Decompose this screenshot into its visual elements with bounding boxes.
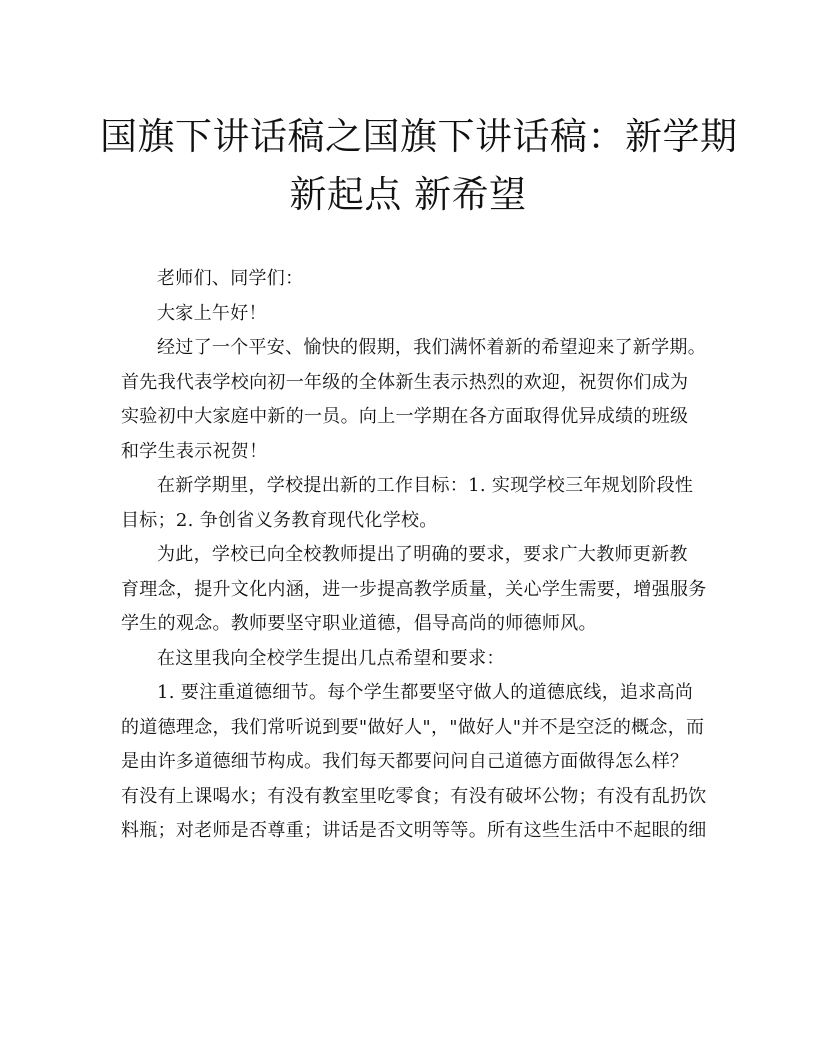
title-line: 新起点 新希望 — [289, 173, 527, 216]
paragraph-request — [121, 642, 699, 677]
title-line: 国旗下讲话稿之国旗下讲话稿：新学期 — [100, 115, 738, 158]
text-line: 老师们、同学们： — [157, 268, 304, 289]
document-title — [100, 108, 738, 224]
text-line: 为此，学校已向全校教师提出了明确的要求，要求广大教师更新教 — [157, 544, 688, 565]
paragraph-item-1 — [121, 676, 707, 849]
text-line: 实验初中大家庭中新的一员。向上一学期在各方面取得优异成绩的班级 — [121, 406, 689, 427]
text-line: 目标；2. 争创省义务教育现代化学校。 — [121, 509, 438, 531]
text-line: 料瓶；对老师是否尊重；讲话是否文明等等。所有这些生活中不起眼的细 — [121, 820, 707, 841]
text-line: 首先我代表学校向初一年级的全体新生表示热烈的欢迎，祝贺你们成为 — [121, 371, 689, 393]
text-line: 的道德理念，我们常听说到要"做好人"，"做好人"并不是空泛的概念，而 — [121, 716, 705, 738]
paragraph-hello — [121, 297, 699, 332]
paragraph-teachers — [121, 538, 707, 642]
paragraph-goals — [121, 469, 699, 538]
text-line: 在新学期里，学校提出新的工作目标：1. 实现学校三年规划阶段性 — [157, 475, 694, 496]
paragraph-intro — [121, 331, 706, 469]
paragraph-greeting — [121, 262, 699, 297]
text-line: 学生的观念。教师要坚守职业道德，倡导高尚的师德师风。 — [121, 613, 597, 634]
text-line: 在这里我向全校学生提出几点希望和要求： — [157, 647, 505, 669]
text-line: 经过了一个平安、愉快的假期，我们满怀着新的希望迎来了新学期。 — [157, 337, 706, 358]
text-line: 育理念，提升文化内涵，进一步提高教学质量，关心学生需要，增强服务 — [121, 578, 707, 600]
text-line: 有没有上课喝水；有没有教室里吃零食；有没有破坏公物；有没有乱扔饮 — [121, 785, 707, 807]
text-line: 1. 要注重道德细节。每个学生都要坚守做人的道德底线，追求高尚 — [157, 682, 694, 703]
text-line: 大家上午好！ — [157, 302, 267, 324]
text-line: 和学生表示祝贺！ — [121, 440, 268, 462]
document-body — [121, 262, 707, 849]
text-line: 是由许多道德细节构成。我们每天都要问问自己道德方面做得怎么样？ — [121, 751, 689, 772]
